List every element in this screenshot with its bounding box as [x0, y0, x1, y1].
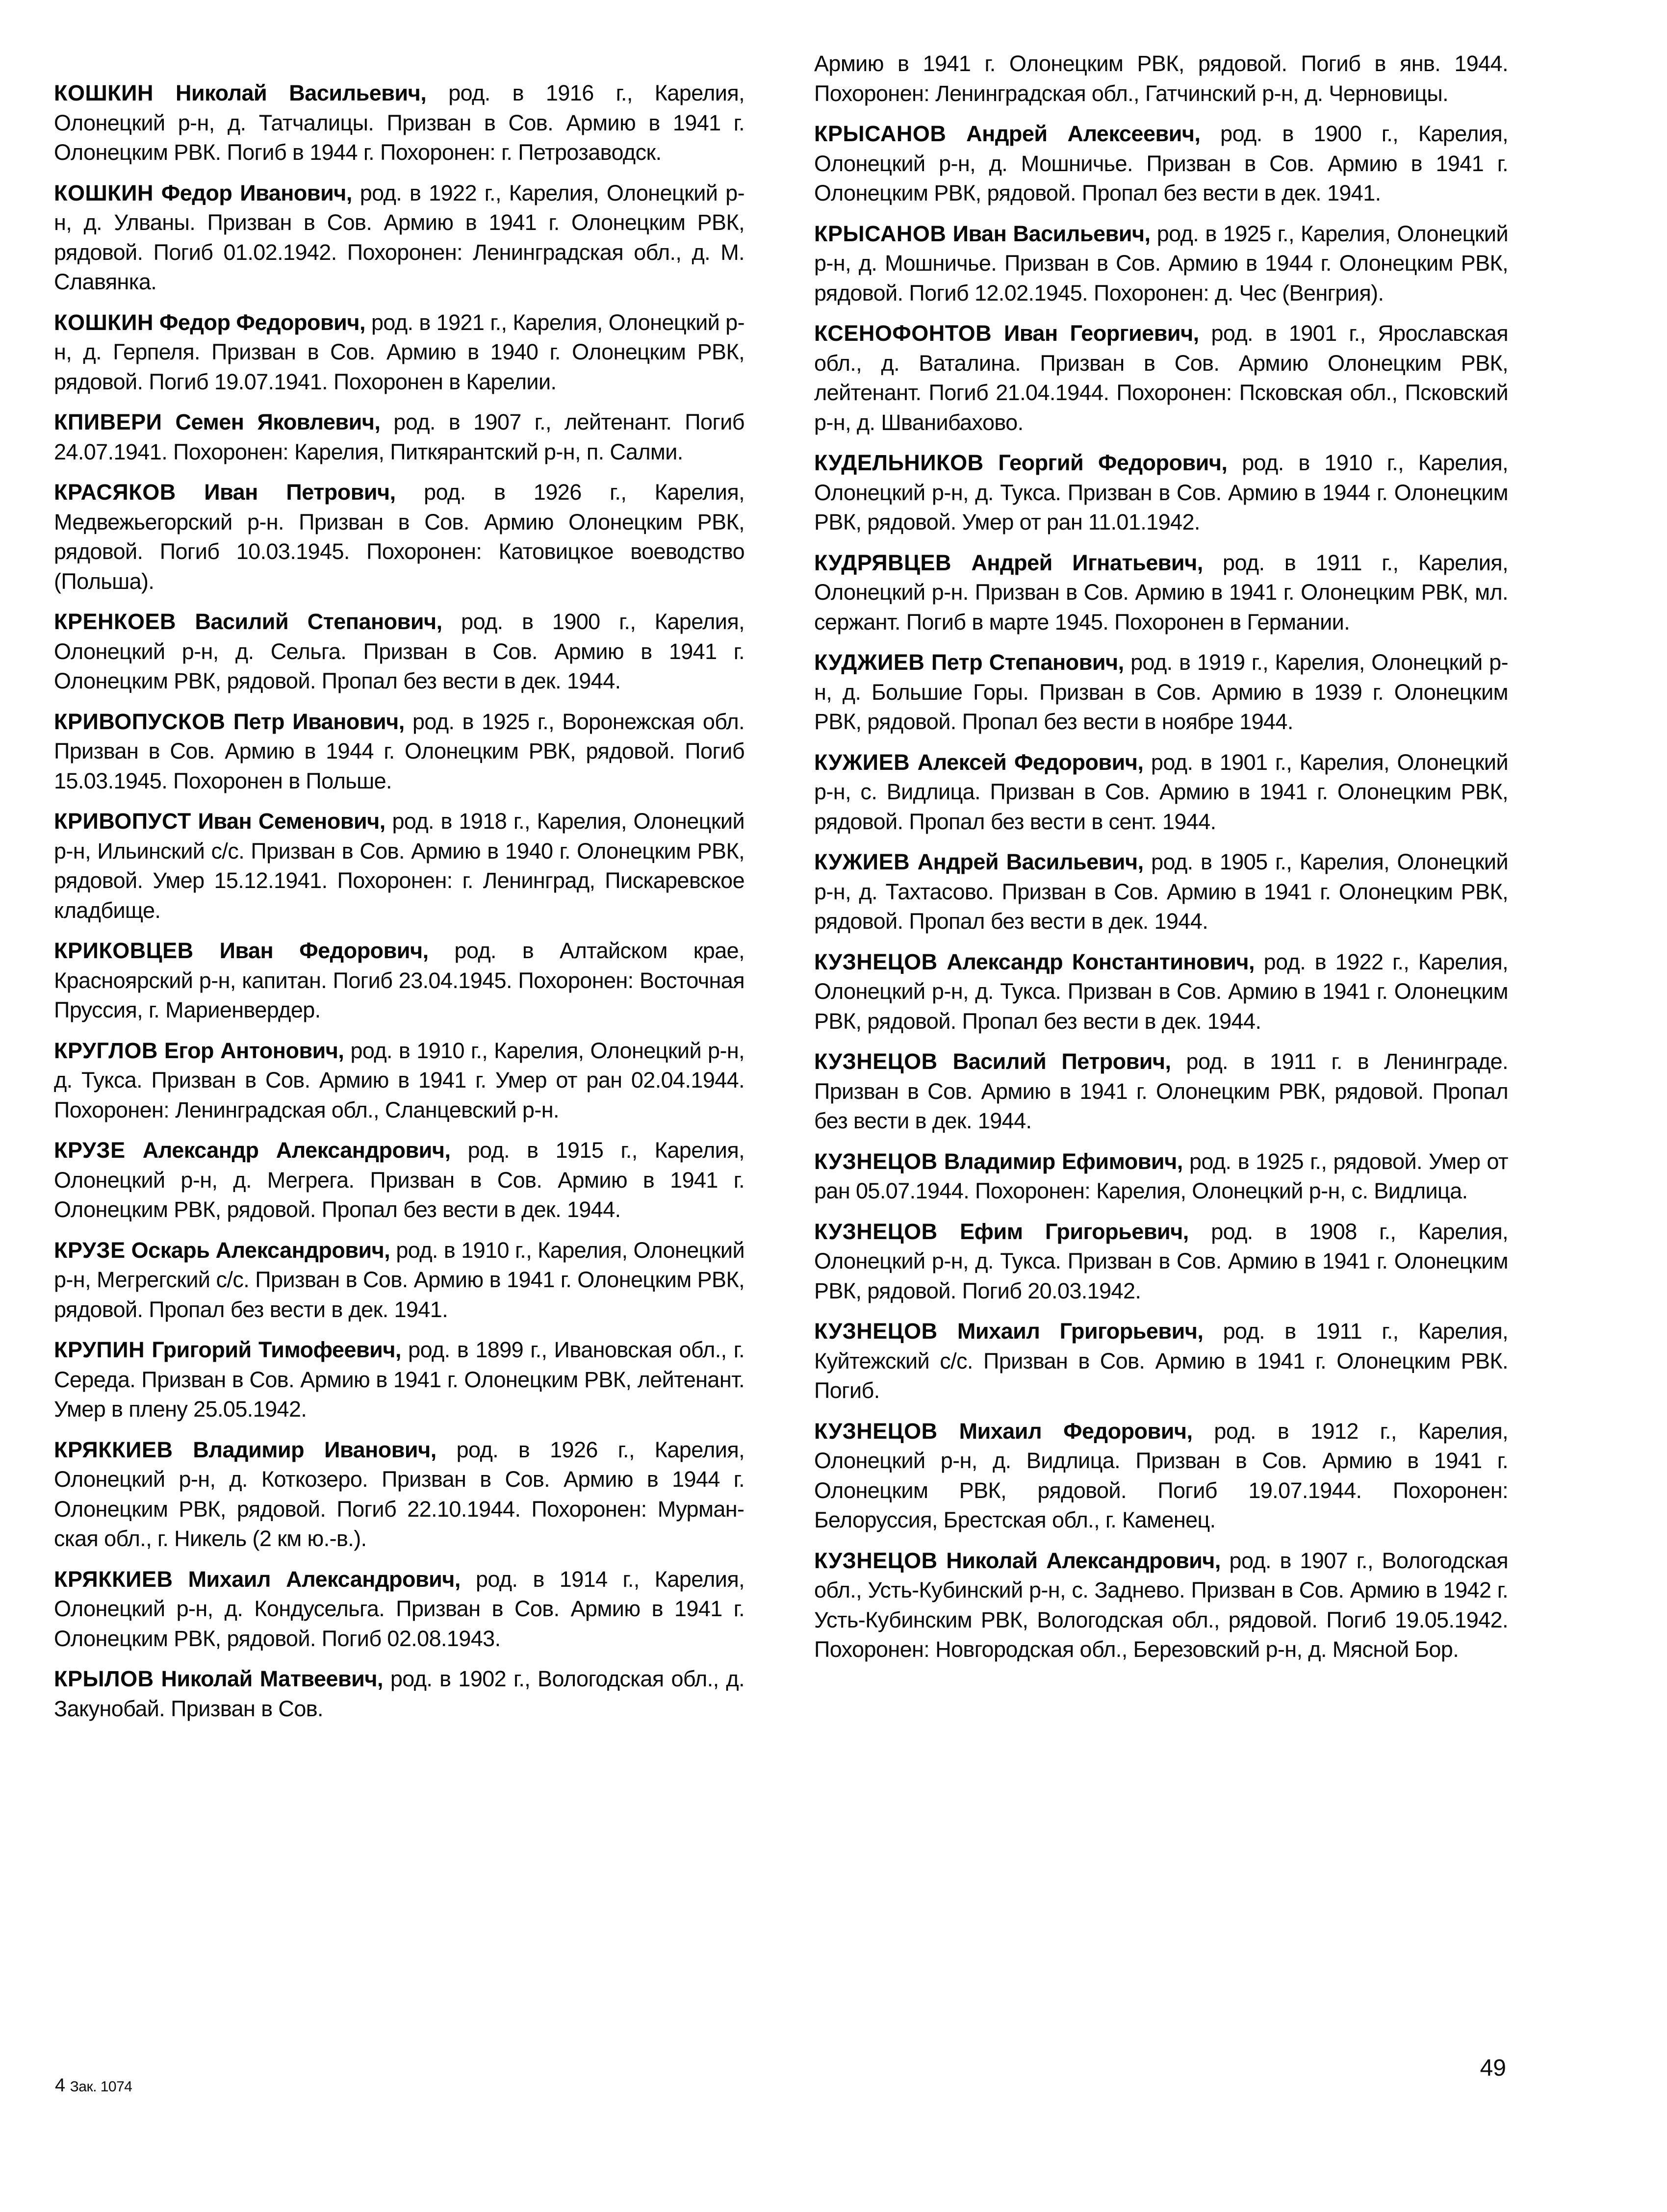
entry-given-name: Федор Федорович,	[159, 309, 365, 335]
printer-signature	[55, 2075, 132, 2096]
entry-surname: КУДРЯВЦЕВ	[814, 550, 951, 575]
entry-text: род. в 1907 г., лейтенант. Погиб 24.07.1941. Похоронен: Карелия, Питкярантский р-н, п. Салми.	[54, 409, 744, 464]
entry-given-name: Василий Петрович,	[952, 1049, 1171, 1074]
entry	[814, 1417, 1508, 1535]
entry	[814, 847, 1508, 937]
entry-surname: КУЖИЕВ	[814, 749, 910, 775]
entry	[54, 1036, 744, 1125]
entry-text: род. в 1921 г., Карелия, Олонецкий р-н, д. Герпеля. Призван в Сов. Армию в 1940 г. Олонецким РВК, рядовой. Погиб 19.07.1941. Похоронен в Карелии.	[54, 309, 744, 394]
entry	[54, 707, 744, 796]
entry-surname: КРЫСАНОВ	[814, 221, 947, 246]
entry	[54, 78, 744, 168]
entry-surname: КУЗНЕЦОВ	[814, 1548, 938, 1573]
entry-surname: КУЗНЕЦОВ	[814, 1219, 938, 1244]
entry-surname: КРИВОПУСТ	[54, 809, 191, 834]
entry-text: род. в 1908 г., Карелия, Олонецкий р-н, д. Тукса. Призван в Сов. Армию в 1941 г. Олонецким РВК, рядовой. Погиб 20.03.1942.	[814, 1219, 1509, 1303]
entry-text: род. в 1922 г., Карелия, Олонецкий р-н, д. Улваны. Призван в Сов. Армию в 1941 г. Олонецким РВК, рядовой. Погиб 01.02.1942. Похоронен: Ленинградская обл., д. М. Славянка.	[54, 180, 744, 294]
entry-text: род. в 1902 г., Вологодская обл., д. Закунобай. Призван в Сов.	[54, 1666, 744, 1721]
entry-surname: КУДЕЛЬНИКОВ	[814, 450, 984, 475]
entry-given-name: Семен Яковлевич,	[175, 409, 381, 434]
entry-text: род. в 1899 г., Ивановская обл., г. Середа. Призван в Сов. Армию в 1941 г. Олонецким РВК, лейтенант. Умер в плену 25.05.1942.	[54, 1337, 744, 1422]
entry-text: род. в 1918 г., Карелия, Олонецкий р-н, Ильинский с/с. Призван в Сов. Армию в 1940 г. Олонецким РВК, рядовой. Умер 15.12.1941. Похоронен: г. Ленинград, Пискаревское кладбище.	[54, 809, 745, 923]
entry-given-name: Владимир Ефимович,	[944, 1148, 1183, 1174]
entry-given-name: Николай Матвеевич,	[161, 1666, 383, 1691]
entry	[54, 1136, 744, 1225]
entry-text: род. в 1901 г., Карелия, Олонецкий р-н, с. Видлица. Призван в Сов. Армию в 1941 г. Олонецким РВК, рядовой. Пропал без вести в сент. 1944.	[814, 749, 1508, 834]
order-number: Зак. 1074	[70, 2079, 132, 2095]
entry-surname: КРЯККИЕВ	[54, 1566, 173, 1592]
entry-text: род. в 1922 г., Карелия, Олонецкий р-н, д. Тукса. Призван в Сов. Армию в 1941 г. Олонецким РВК, рядовой. Пропал без вести в дек. 1944.	[814, 949, 1509, 1034]
entry-given-name: Петр Иванович,	[233, 709, 405, 734]
entry-text: род. в 1910 г., Карелия, Олонецкий р-н, Мегрегский с/с. Призван в Сов. Армию в 1941 г. Олонецким РВК, рядовой. Пропал без вести в дек. 1941.	[54, 1237, 744, 1322]
entry-given-name: Николай Александрович,	[946, 1548, 1221, 1573]
entry	[54, 478, 744, 596]
entry-text: род. в 1905 г., Карелия, Олонецкий р-н, д. Тахтасово. Призван в Сов. Армию в 1941 г. Олонецким РВК, рядовой. Пропал без вести в дек. 1944.	[814, 849, 1508, 934]
entry-surname: КУДЖИЕВ	[814, 650, 925, 675]
entry-text: род. в 1915 г., Карелия, Олонецкий р-н, д. Мегрега. Призван в Сов. Армию в 1941 г. Олонецким РВК, рядовой. Пропал без вести в дек. 1944.	[54, 1138, 744, 1222]
entry-given-name: Ефим Григорьевич,	[960, 1219, 1189, 1244]
entry-given-name: Андрей Игнатьевич,	[971, 550, 1203, 575]
entry	[54, 407, 744, 467]
entry-surname: КРИВОПУСКОВ	[54, 709, 226, 734]
entry-given-name: Алексей Федорович,	[917, 749, 1144, 775]
entry	[54, 1335, 744, 1424]
entry-surname: КПИВЕРИ	[54, 409, 162, 434]
entry-given-name: Петр Степанович,	[931, 650, 1124, 675]
entry-given-name: Оскарь Александрович,	[131, 1237, 390, 1263]
entry-surname: КРЫСАНОВ	[814, 121, 947, 146]
entry	[814, 748, 1508, 837]
entry-surname: КРЯККИЕВ	[54, 1437, 173, 1462]
entry	[814, 1047, 1508, 1136]
entry-given-name: Иван Семенович,	[198, 809, 385, 834]
entry-text: род. в 1914 г., Карелия, Олонецкий р-н, д. Кондусельга. Призван в Сов. Армию в 1941 г. Олонецким РВК, рядовой. Погиб 02.08.1943.	[54, 1566, 745, 1651]
entry-given-name: Андрей Алексеевич,	[966, 121, 1201, 146]
entry-surname: КОШКИН	[54, 80, 154, 105]
entry	[54, 1435, 744, 1554]
entry-surname: КОШКИН	[54, 309, 154, 335]
entry	[814, 947, 1508, 1037]
entry-given-name: Иван Васильевич,	[952, 221, 1151, 246]
entry-given-name: Михаил Александрович,	[188, 1566, 461, 1592]
entry-surname: КУЗНЕЦОВ	[814, 949, 938, 974]
right-column	[814, 49, 1508, 1676]
entry-text: род. в 1912 г., Карелия, Олонецкий р-н, д. Видлица. Призван в Сов. Армию в 1941 г. Олонецким РВК, рядовой. Погиб 19.07.1944. Похоронен: Белоруссия, Брестская обл., г. Каменец.	[814, 1418, 1508, 1532]
entry-continuation: Армию в 1941 г. Олонецким РВК, рядовой. Погиб в янв. 1944. Похоронен: Ленинградская обл., Гатчинский р-н, д. Черновицы.	[814, 51, 1508, 106]
entry-surname: КУЗНЕЦОВ	[814, 1418, 938, 1444]
entry	[814, 1147, 1508, 1206]
entry-text: род. в 1911 г., Карелия, Куйтежский с/с. Призван в Сов. Армию в 1941 г. Олонецким РВК. Погиб.	[814, 1319, 1508, 1403]
entry-text: род. в 1925 г., Воронежская обл. Призван в Сов. Армию в 1944 г. Олонецким РВК, рядовой. Погиб 15.03.1945. Похоронен в Польше.	[54, 709, 744, 793]
entry-text: род. в 1910 г., Карелия, Олонецкий р-н, д. Тукса. Призван в Сов. Армию в 1941 г. Умер от ран 02.04.1944. Похоронен: Ленинградская обл., Сланцевский р-н.	[54, 1038, 744, 1122]
entry-text: род. в 1916 г., Карелия, Олонецкий р-н, д. Татчалицы. Призван в Сов. Армию в 1941 г. Олонецким РВК. Погиб в 1944 г. Похоронен: г. Петрозаводск.	[54, 80, 744, 165]
entry	[54, 1565, 744, 1654]
entry-text: род. в Алтайском крае, Красноярский р-н, капитан. Погиб 23.04.1945. Похоронен: Восточная Пруссия, г. Мариенвердер.	[54, 938, 744, 1022]
entry	[54, 936, 744, 1025]
entry-given-name: Григорий Тимофеевич,	[152, 1337, 401, 1362]
entry-given-name: Федор Иванович,	[161, 180, 352, 205]
entry	[814, 548, 1508, 637]
entry-text: род. в 1907 г., Вологодская обл., Усть-Кубинский р-н, с. Заднево. Призван в Сов. Армию в 1942 г. Усть-Кубинским РВК, Вологодская обл., рядовой. Погиб 19.05.1942. Похоронен: Новгородская обл., Березовский р-н, д. Мясной Бор.	[814, 1548, 1508, 1662]
entry-text: род. в 1925 г., рядовой. Умер от ран 05.07.1944. Похоронен: Карелия, Олонецкий р-н, с. Видлица.	[814, 1148, 1508, 1203]
entry	[54, 308, 744, 397]
entry-given-name: Иван Петрович,	[204, 480, 396, 505]
entry	[814, 1546, 1508, 1665]
entry-surname: КРАСЯКОВ	[54, 480, 176, 505]
entry	[814, 119, 1508, 208]
entry-given-name: Николай Васильевич,	[175, 80, 427, 105]
entry-surname: КУЗНЕЦОВ	[814, 1148, 938, 1174]
entry-given-name: Александр Александрович,	[142, 1138, 451, 1163]
entry-surname: КРЕНКОЕВ	[54, 609, 176, 634]
entry-text: род. в 1910 г., Карелия, Олонецкий р-н, д. Тукса. Призван в Сов. Армию в 1944 г. Олонецким РВК, рядовой. Умер от ран 11.01.1942.	[814, 450, 1509, 534]
entry	[54, 807, 744, 925]
entry-surname: КРУГЛОВ	[54, 1038, 158, 1063]
entry-text: род. в 1926 г., Карелия, Олонецкий р-н, д. Коткозеро. Призван в Сов. Армию в 1944 г. Олонецким РВК, рядовой. Погиб 22.10.1944. Похоронен: Мурманская обл., г. Никель (2 км ю.-в.).	[54, 1437, 744, 1551]
entry-given-name: Василий Степанович,	[195, 609, 442, 634]
entry-surname: КУЗНЕЦОВ	[814, 1049, 938, 1074]
entry-surname: КОШКИН	[54, 180, 154, 205]
entry-surname: КРЫЛОВ	[54, 1666, 154, 1691]
entry	[814, 1217, 1508, 1306]
entry-surname: КСЕНОФОНТОВ	[814, 321, 992, 346]
entry	[814, 448, 1508, 537]
entry-surname: КРУЗЕ	[54, 1138, 126, 1163]
entry-given-name: Георгий Федорович,	[998, 450, 1228, 475]
entry-given-name: Иван Георгиевич,	[1004, 321, 1199, 346]
entry-surname: КРУЗЕ	[54, 1237, 126, 1263]
entry-text: род. в 1900 г., Карелия, Олонецкий р-н, д. Сельга. Призван в Сов. Армию в 1941 г. Олонецким РВК, рядовой. Пропал без вести в дек. 1944.	[54, 609, 745, 693]
entry-surname: КРУПИН	[54, 1337, 145, 1362]
entry-given-name: Михаил Григорьевич,	[957, 1319, 1204, 1344]
entry-given-name: Владимир Иванович,	[193, 1437, 436, 1462]
entry-text: род. в 1926 г., Карелия, Медвежьегорский р-н. Призван в Сов. Армию Олонецким РВК, рядовой. Погиб 10.03.1945. Похоронен: Катовицкое воеводство (Польша).	[54, 480, 744, 594]
entry	[54, 1236, 744, 1325]
entry-given-name: Александр Константинович,	[947, 949, 1255, 974]
signature-number: 4	[55, 2075, 65, 2096]
left-column	[54, 78, 744, 1734]
entry-surname: КРИКОВЦЕВ	[54, 938, 194, 963]
entry-text: род. в 1900 г., Карелия, Олонецкий р-н, д. Мошничье. Призван в Сов. Армию в 1941 г. Олонецким РВК, рядовой. Пропал без вести в дек. 1941.	[814, 121, 1509, 205]
entry-text: род. в 1911 г., Карелия, Олонецкий р-н. Призван в Сов. Армию в 1941 г. Олонецким РВК, мл. сержант. Погиб в марте 1945. Похоронен в Германии.	[814, 550, 1508, 635]
entry	[54, 1664, 744, 1724]
entry	[814, 1317, 1508, 1406]
entry	[814, 219, 1508, 308]
entry	[814, 319, 1508, 437]
entry-text: род. в 1901 г., Ярославская обл., д. Ваталина. Призван в Сов. Армию Олонецким РВК, лейтенант. Погиб 21.04.1944. Похоронен: Псковская обл., Псковский р-н, д. Шванибахово.	[814, 321, 1508, 435]
entry-given-name: Михаил Федорович,	[959, 1418, 1193, 1444]
entry-text: род. в 1925 г., Карелия, Олонецкий р-н, д. Мошничье. Призван в Сов. Армию в 1944 г. Олонецким РВК, рядовой. Погиб 12.02.1945. Похоронен: д. Чес (Венгрия).	[814, 221, 1508, 305]
entry	[814, 648, 1508, 737]
entry-text: род. в 1911 г. в Ленинграде. Призван в Сов. Армию в 1941 г. Олонецким РВК, рядовой. Пропал без вести в дек. 1944.	[814, 1049, 1508, 1133]
entry-given-name: Андрей Васильевич,	[917, 849, 1144, 874]
entry-given-name: Иван Федорович,	[219, 938, 429, 963]
entry	[54, 178, 744, 297]
page-number: 49	[1480, 2055, 1506, 2081]
entry	[54, 607, 744, 696]
entry-surname: КУЖИЕВ	[814, 849, 910, 874]
entry-surname: КУЗНЕЦОВ	[814, 1319, 938, 1344]
entry-given-name: Егор Антонович,	[164, 1038, 344, 1063]
entry-text: род. в 1919 г., Карелия, Олонецкий р-н, д. Большие Горы. Призван в Сов. Армию в 1939 г. Олонецким РВК, рядовой. Пропал без вести в ноябре 1944.	[814, 650, 1508, 734]
